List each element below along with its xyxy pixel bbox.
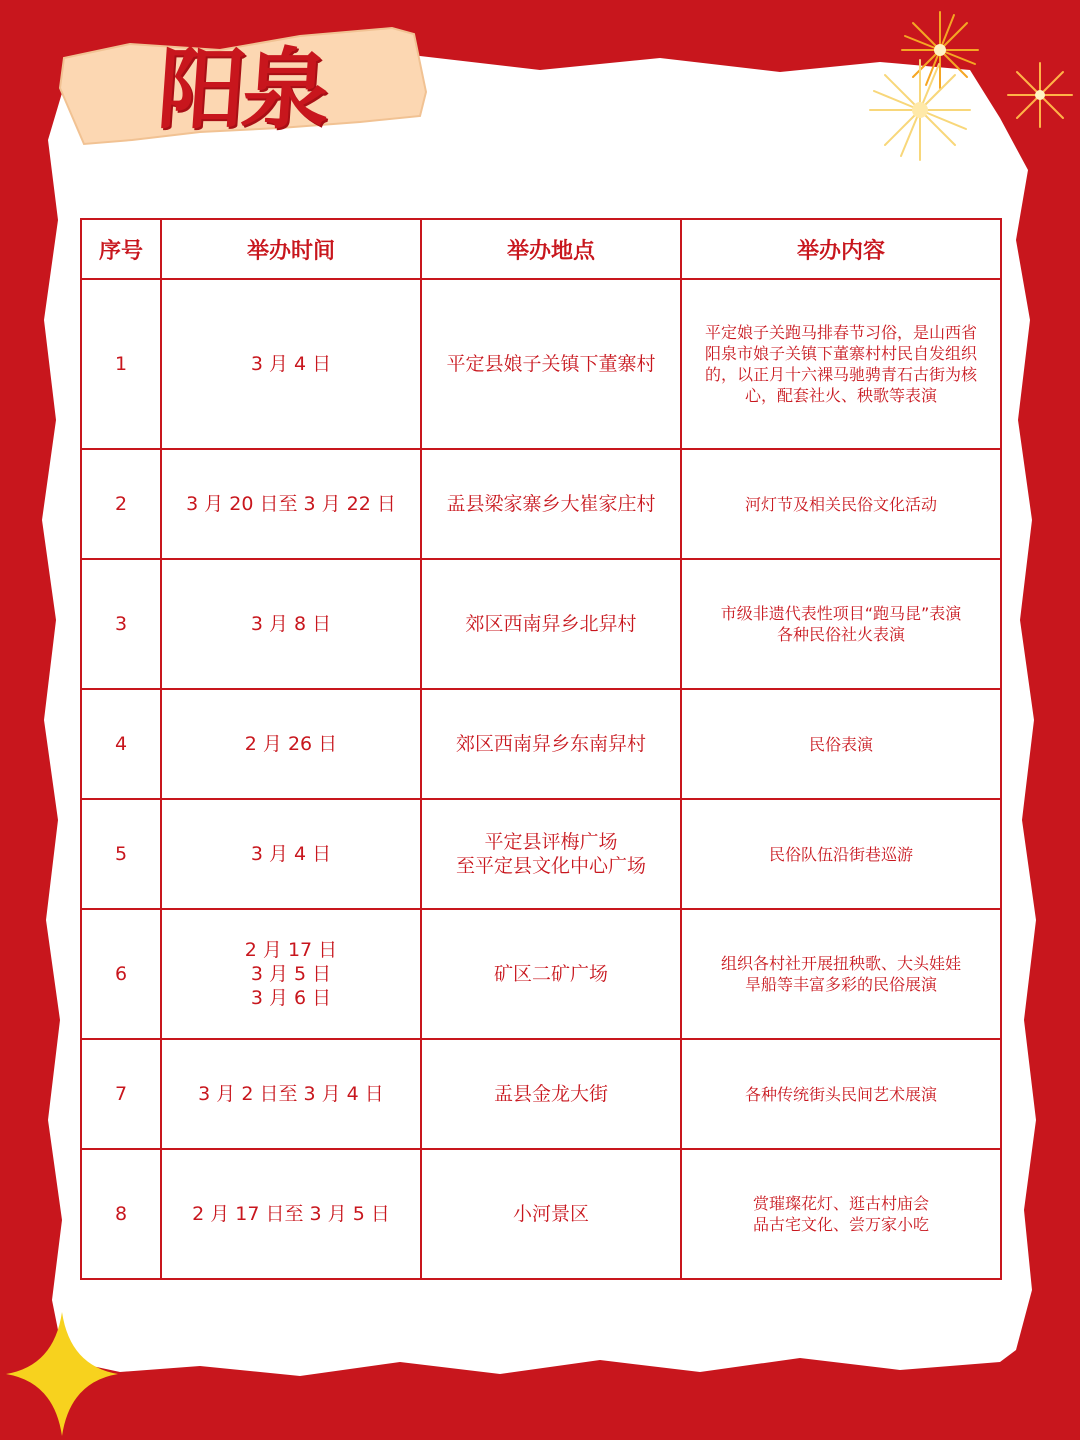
time-cell-text: 3 月 2 日至 3 月 4 日 <box>198 1083 384 1105</box>
index-cell-text: 1 <box>114 353 128 375</box>
index-cell-text: 4 <box>114 733 128 755</box>
content-cell <box>681 689 1001 799</box>
table-row <box>81 1149 1001 1279</box>
table-row <box>81 559 1001 689</box>
content-cell-text: 河灯节及相关民俗文化活动 <box>744 494 937 514</box>
header-time: 举办时间 <box>161 219 421 279</box>
time-cell-text: 3 月 8 日 <box>250 613 332 635</box>
content-cell-text: 民俗表演 <box>808 734 873 754</box>
place-cell-text: 郊区西南舁乡东南舁村 <box>455 733 646 755</box>
place-cell <box>421 559 681 689</box>
time-cell-text: 3 月 4 日 <box>250 353 332 375</box>
index-cell <box>81 689 161 799</box>
place-cell <box>421 1149 681 1279</box>
content-cell-text: 品古宅文化、尝万家小吃 <box>752 1215 929 1234</box>
content-cell <box>681 1149 1001 1279</box>
time-cell-text: 3 月 4 日 <box>250 843 332 865</box>
place-cell <box>421 449 681 559</box>
time-cell-text: 3 月 5 日 <box>250 963 332 985</box>
content-cell <box>681 1039 1001 1149</box>
time-cell <box>161 1149 421 1279</box>
place-cell <box>421 909 681 1039</box>
table-header-row <box>81 219 1001 279</box>
place-cell-text: 小河景区 <box>512 1203 589 1225</box>
content-cell <box>681 279 1001 449</box>
time-cell <box>161 279 421 449</box>
place-cell <box>421 689 681 799</box>
index-cell-text: 2 <box>114 493 128 515</box>
time-cell-text: 3 月 6 日 <box>250 987 332 1009</box>
content-cell <box>681 559 1001 689</box>
table-row <box>81 279 1001 449</box>
header-place: 举办地点 <box>421 219 681 279</box>
time-cell <box>161 1039 421 1149</box>
time-cell-text: 3 月 20 日至 3 月 22 日 <box>186 493 396 515</box>
place-cell-text: 盂县金龙大街 <box>493 1083 608 1105</box>
index-cell <box>81 559 161 689</box>
index-cell-text: 3 <box>114 613 128 635</box>
index-cell <box>81 1149 161 1279</box>
index-cell <box>81 909 161 1039</box>
table-row <box>81 799 1001 909</box>
content-cell-text: 市级非遗代表性项目“跑马昆”表演 <box>720 604 962 623</box>
time-cell <box>161 689 421 799</box>
place-cell <box>421 799 681 909</box>
content-cell <box>681 449 1001 559</box>
header-index: 序号 <box>81 219 161 279</box>
content-cell-text: 各种民俗社火表演 <box>776 625 905 644</box>
place-cell <box>421 279 681 449</box>
content-cell <box>681 909 1001 1039</box>
content-cell <box>681 799 1001 909</box>
place-cell-text: 矿区二矿广场 <box>493 963 608 985</box>
time-cell <box>161 559 421 689</box>
time-cell-text: 2 月 17 日 <box>244 939 338 961</box>
table-row <box>81 449 1001 559</box>
content-cell-text: 民俗队伍沿街巷巡游 <box>768 844 913 864</box>
time-cell <box>161 799 421 909</box>
page-title: 阳泉 <box>154 38 330 141</box>
place-cell-text: 郊区西南舁乡北舁村 <box>465 613 637 635</box>
index-cell-text: 8 <box>114 1203 128 1225</box>
place-cell-text: 盂县梁家寨乡大崔家庄村 <box>446 493 656 515</box>
index-cell <box>81 799 161 909</box>
place-cell-text: 平定县评梅广场 <box>484 831 618 853</box>
content-cell-text: 赏璀璨花灯、逛古村庙会 <box>752 1194 929 1213</box>
table-row <box>81 689 1001 799</box>
table-row <box>81 1039 1001 1149</box>
content-cell-text: 旱船等丰富多彩的民俗展演 <box>744 975 937 994</box>
time-cell-text: 2 月 26 日 <box>244 733 338 755</box>
index-cell-text: 6 <box>114 963 128 985</box>
content-cell-text: 平定娘子关跑马排春节习俗，是山西省阳泉市娘子关镇下董寨村村民自发组织的，以正月十六裸马驰骋青石古街为核心，配套社火、秧歌等表演 <box>704 323 977 405</box>
event-schedule-table <box>80 218 1002 1280</box>
content-cell-text: 各种传统街头民间艺术展演 <box>744 1084 937 1104</box>
time-cell <box>161 449 421 559</box>
place-cell <box>421 1039 681 1149</box>
index-cell-text: 5 <box>114 843 128 865</box>
place-cell-text: 平定县娘子关镇下董寨村 <box>446 353 656 375</box>
time-cell <box>161 909 421 1039</box>
table-row <box>81 909 1001 1039</box>
table-body <box>81 279 1001 1279</box>
content-cell-text: 组织各村社开展扭秧歌、大头娃娃 <box>720 954 961 973</box>
time-cell-text: 2 月 17 日至 3 月 5 日 <box>192 1203 390 1225</box>
index-cell-text: 7 <box>114 1083 128 1105</box>
index-cell <box>81 1039 161 1149</box>
index-cell <box>81 279 161 449</box>
place-cell-text: 至平定县文化中心广场 <box>455 855 646 877</box>
index-cell <box>81 449 161 559</box>
header-content: 举办内容 <box>681 219 1001 279</box>
